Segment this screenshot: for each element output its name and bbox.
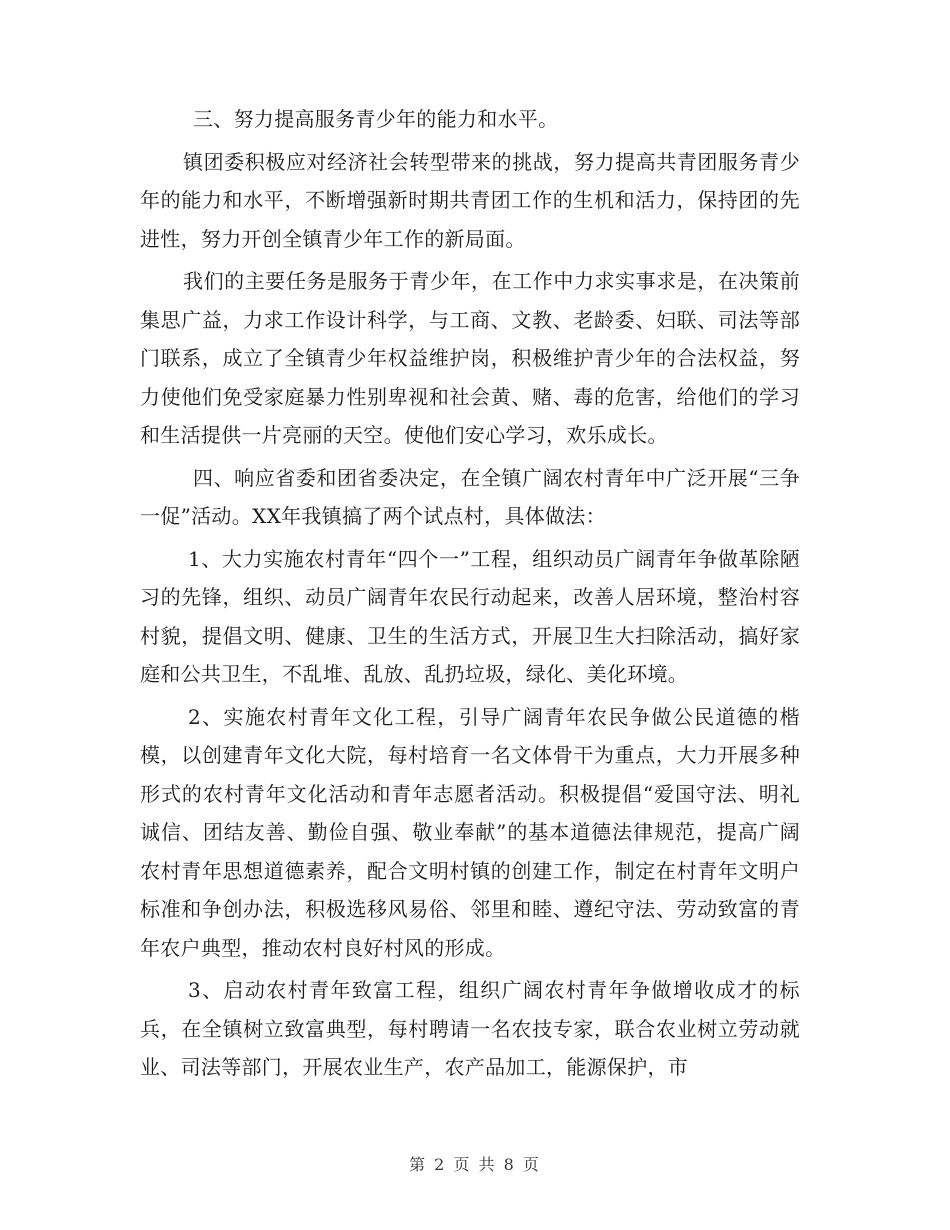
list-item-3: 3、启动农村青年致富工程，组织广阔农村青年争做增收成才的标兵，在全镇树立致富典型，每村聘请一名农技专家，联合农业树立劳动就业、司法等部门，开展农业生产，农产品加工，能源保护，市 [140, 978, 800, 1079]
list-item-2: 2、实施农村青年文化工程，引导广阔青年农民争做公民道德的楷模，以创建青年文化大院，每村培育一名文体骨干为重点，大力开展多种形式的农村青年文化活动和青年志愿者活动。积极提倡“爱国守法、明礼诚信、团结友善、勤俭自强、敬业奉献”的基本道德法律规范，提高广阔农村青年思想道德素养，配合文明村镇的创建工作，制定在村青年文明户标准和争创办法，积极选移风易俗、邻里和睦、遵纪守法、劳动致富的青年农户典型，推动农村良好村风的形成。 [140, 704, 800, 960]
body-paragraph: 我们的主要任务是服务于青少年，在工作中力求实事求是，在决策前集思广益，力求工作设计科学，与工商、文教、老龄委、妇联、司法等部门联系，成立了全镇青少年权益维护岗，积极维护青少年的合法权益，努力使他们免受家庭暴力性别卑视和社会黄、赌、毒的危害，给他们的学习和生活提供一片亮丽的天空。使他们安心学习，欢乐成长。 [140, 269, 800, 447]
list-item-1: 1、大力实施农村青年“四个一”工程，组织动员广阔青年争做革除陋习的先锋，组织、动员广阔青年农民行动起来，改善人居环境，整治村容村貌，提倡文明、健康、卫生的生活方式，开展卫生大扫除活动，搞好家庭和公共卫生，不乱堆、乱放、乱扔垃圾，绿化、美化环境。 [140, 546, 800, 686]
section-heading-4: 四、响应省委和团省委决定，在全镇广阔农村青年中广泛开展“三争一促”活动。XX年我镇搞了两个试点村，具体做法： [140, 465, 800, 528]
section-heading-3: 三、努力提高服务青少年的能力和水平。 [193, 107, 559, 131]
document-body [140, 100, 800, 1091]
page-number-footer: 第 2 页 共 8 页 [409, 1155, 541, 1174]
body-paragraph: 镇团委积极应对经济社会转型带来的挑战，努力提高共青团服务青少年的能力和水平，不断增强新时期共青团工作的生机和活力，保持团的先进性，努力开创全镇青少年工作的新局面。 [140, 149, 800, 251]
